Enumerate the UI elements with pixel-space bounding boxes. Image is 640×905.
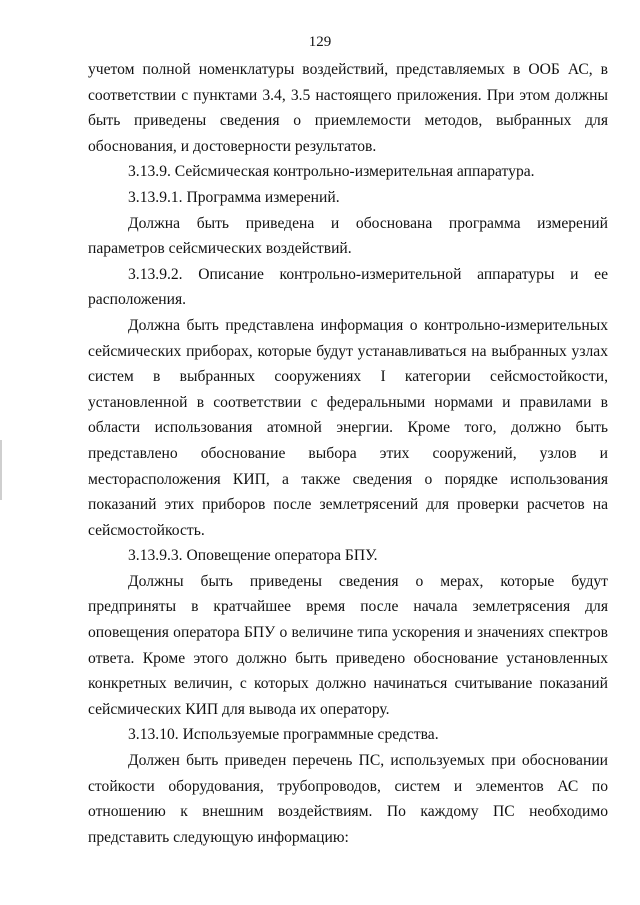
scan-edge-mark	[0, 440, 2, 500]
paragraph-operator-alert: Должны быть приведены сведения о мерах, которые будут предприняты в кратчайшее время после начала землетрясения для оповещения оператора БПУ о величине типа ускорения и значениях спектров ответа. Кроме этого должно быть приведено обоснование установленных конкретных величин, с которых должно начинаться считывание показаний сейсмических КИП для вывода их оператору.	[88, 572, 608, 718]
paragraph-measurement-program: Должна быть приведена и обоснована программа измерений параметров сейсмических воздействий.	[88, 214, 608, 258]
page-number: 129	[308, 34, 332, 50]
section-heading-3-13-10: 3.13.10. Используемые программные средства.	[128, 726, 439, 744]
section-heading-3-13-9-3: 3.13.9.3. Оповещение оператора БПУ.	[128, 547, 378, 565]
section-heading-3-13-9: 3.13.9. Сейсмическая контрольно-измерительная аппаратура.	[128, 163, 535, 181]
paragraph-1: учетом полной номенклатуры воздействий, представляемых в ООБ АС, в соответствии с пунктами 3.4, 3.5 настоящего приложения. При этом должны быть приведены сведения о приемлемости методов, выбранных для обоснования, и достоверности результатов.	[88, 61, 608, 155]
paragraph-instrumentation-info: Должна быть представлена информация о контрольно-измерительных сейсмических приборах, которые будут устанавливаться на выбранных узлах систем в выбранных сооружениях I категории сейсмостойкости, установленной в соответствии с федеральными нормами и правилами в области использования атомной энергии. Кроме того, должно быть представлено обоснование выбора этих сооружений, узлов и месторасположения КИП, а также сведения о порядке использования показаний этих приборов после землетрясений для проверки расчетов на сейсмостойкость.	[88, 316, 608, 539]
paragraph-software-list: Должен быть приведен перечень ПС, используемых при обосновании стойкости оборудования, трубопроводов, систем и элементов АС по отношению к внешним воздействиям. По каждому ПС необходимо представить следующую информацию:	[88, 752, 608, 846]
section-heading-3-13-9-2: 3.13.9.2. Описание контрольно-измерительной аппаратуры и ее расположения.	[88, 265, 608, 309]
document-body	[88, 57, 608, 850]
section-heading-3-13-9-1: 3.13.9.1. Программа измерений.	[128, 188, 340, 206]
